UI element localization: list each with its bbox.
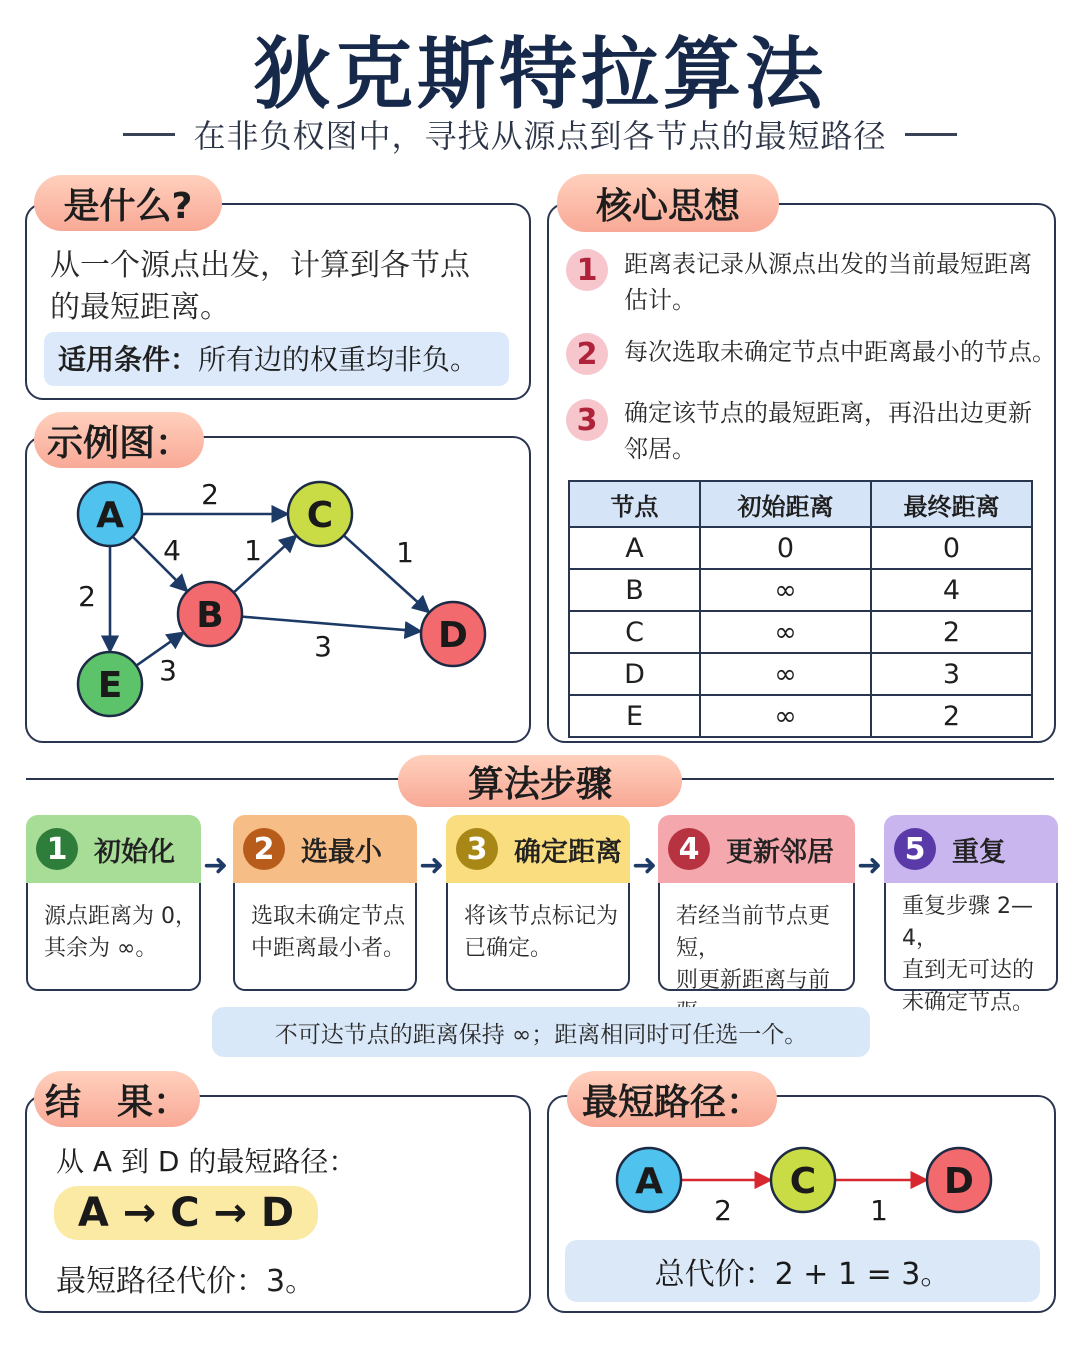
step-1-body <box>26 883 201 991</box>
step-5-line2: 直到无可达的 <box>902 958 1035 983</box>
core-item-2-line1: 每次选取未确定节点中距离最小的节点。 <box>624 338 1056 366</box>
step-3-line1: 将该节点标记为 <box>464 904 619 929</box>
result-cost: 最短路径代价：3。 <box>56 1264 316 1299</box>
table-cell: ∞ <box>700 653 871 695</box>
table-header: 初始距离 <box>700 481 871 527</box>
path-node-label-C: C <box>789 1161 817 1202</box>
step-2-body <box>233 883 417 991</box>
step-3-body <box>446 883 630 991</box>
table-cell: ∞ <box>700 569 871 611</box>
path-node-label-D: D <box>944 1161 974 1202</box>
table-row <box>569 611 1032 653</box>
core-tag: 核心思想 <box>557 174 779 232</box>
table-header: 节点 <box>569 481 700 527</box>
result-tag: 结 果： <box>34 1071 200 1127</box>
example-graph <box>25 436 531 743</box>
table-header-row <box>569 481 1032 527</box>
what-text-line1: 从一个源点出发，计算到各节点 <box>50 248 470 283</box>
core-item-3-line2: 邻居。 <box>624 435 696 463</box>
page-title: 狄克斯特拉算法 <box>252 30 827 120</box>
table-cell: B <box>569 569 700 611</box>
edge-weight-B-D: 3 <box>314 630 332 663</box>
shortest-tag: 最短路径： <box>567 1071 777 1127</box>
edge-C-D <box>344 535 428 611</box>
table-cell: E <box>569 695 700 737</box>
step-5-body <box>884 883 1058 1015</box>
table-row <box>569 527 1032 569</box>
edge-weight-B-C: 1 <box>244 534 262 567</box>
core-item-2-number: 2 <box>566 333 608 375</box>
step-3-line2: 已确定。 <box>464 936 553 961</box>
result-line1: 从 A 到 D 的最短路径： <box>56 1145 357 1178</box>
step-4-line1: 若经当前节点更短， <box>676 904 831 961</box>
step-4-header <box>658 815 855 883</box>
step-5-line3: 未确定节点。 <box>902 990 1035 1015</box>
step-1-line1: 源点距离为 0， <box>44 904 197 929</box>
step-2-header <box>233 815 417 883</box>
step-1-label: 初始化 <box>94 836 175 868</box>
what-tag: 是什么? <box>34 175 222 231</box>
step-1-number: 1 <box>36 828 78 870</box>
edge-B-C <box>234 537 295 593</box>
subtitle-left-rule <box>123 133 175 136</box>
step-5-label: 重复 <box>952 836 1006 868</box>
result-path: A → C → D <box>54 1186 318 1240</box>
step-3-label: 确定距离 <box>514 836 622 868</box>
step-2-number: 2 <box>243 828 285 870</box>
step-4-line2: 则更新距离与前 <box>676 968 831 993</box>
path-node-label-A: A <box>635 1161 663 1202</box>
step-5-line1: 重复步骤 2—4， <box>902 894 1033 951</box>
condition-text: 所有边的权重均非负。 <box>198 343 479 376</box>
example-tag: 示例图： <box>34 412 204 468</box>
node-label-C: C <box>306 495 334 536</box>
table-cell: D <box>569 653 700 695</box>
table-header: 最终距离 <box>871 481 1032 527</box>
table-cell: C <box>569 611 700 653</box>
table-row <box>569 653 1032 695</box>
step-2-line1: 选取未确定节点 <box>251 904 406 929</box>
condition-label: 适用条件： <box>58 343 199 376</box>
path-weight: 1 <box>870 1194 888 1227</box>
table-row <box>569 695 1032 737</box>
step-4-label: 更新邻居 <box>726 836 834 868</box>
core-item-3-line1: 确定该节点的最短距离，再沿出边更新 <box>624 399 1032 427</box>
step-4-body <box>658 883 855 991</box>
table-cell: 4 <box>871 569 1032 611</box>
edge-weight-A-C: 2 <box>201 478 219 511</box>
node-label-B: B <box>196 595 224 636</box>
subtitle-right-rule <box>905 133 957 136</box>
core-item-3-number: 3 <box>566 399 608 441</box>
edge-weight-A-E: 2 <box>78 580 96 613</box>
table-cell: ∞ <box>700 611 871 653</box>
condition-line <box>58 340 478 380</box>
core-item-1-number: 1 <box>566 249 608 291</box>
step-2-label: 选最小 <box>301 836 382 868</box>
step-arrow-icon: ➜ <box>203 848 229 883</box>
step-5-header <box>884 815 1058 883</box>
step-3-header <box>446 815 630 883</box>
core-item-1-line2: 估计。 <box>624 286 696 314</box>
step-5-number: 5 <box>894 828 936 870</box>
page-subtitle: 在非负权图中，寻找从源点到各节点的最短路径 <box>193 117 887 155</box>
steps-note: 不可达节点的距离保持 ∞；距离相同时可任选一个。 <box>212 1007 870 1057</box>
shortest-path-diagram <box>547 1130 1056 1240</box>
edge-weight-C-D: 1 <box>396 536 414 569</box>
table-cell: 2 <box>871 695 1032 737</box>
step-1-header <box>26 815 201 883</box>
table-cell: 2 <box>871 611 1032 653</box>
node-label-E: E <box>97 665 123 706</box>
core-item-1-line1: 距离表记录从源点出发的当前最短距离 <box>624 250 1032 278</box>
step-2-line2: 中距离最小者。 <box>251 936 406 961</box>
shortest-total: 总代价：2 + 1 = 3。 <box>565 1240 1040 1302</box>
what-text-line2: 的最短距离。 <box>50 290 230 325</box>
table-cell: 0 <box>700 527 871 569</box>
subtitle-row <box>0 112 1080 156</box>
step-4-number: 4 <box>668 828 710 870</box>
step-3-number: 3 <box>456 828 498 870</box>
step-arrow-icon: ➜ <box>419 848 445 883</box>
edge-weight-E-B: 3 <box>159 654 177 687</box>
table-row <box>569 569 1032 611</box>
node-label-D: D <box>438 615 468 656</box>
table-cell: 3 <box>871 653 1032 695</box>
table-cell: ∞ <box>700 695 871 737</box>
step-1-line2: 其余为 ∞。 <box>44 936 158 961</box>
distance-table <box>568 480 1033 738</box>
steps-tag: 算法步骤 <box>398 755 682 807</box>
edge-weight-A-B: 4 <box>163 534 181 567</box>
node-label-A: A <box>96 495 124 536</box>
path-weight: 2 <box>714 1194 732 1227</box>
table-cell: 0 <box>871 527 1032 569</box>
step-arrow-icon: ➜ <box>632 848 658 883</box>
table-cell: A <box>569 527 700 569</box>
step-arrow-icon: ➜ <box>857 848 883 883</box>
